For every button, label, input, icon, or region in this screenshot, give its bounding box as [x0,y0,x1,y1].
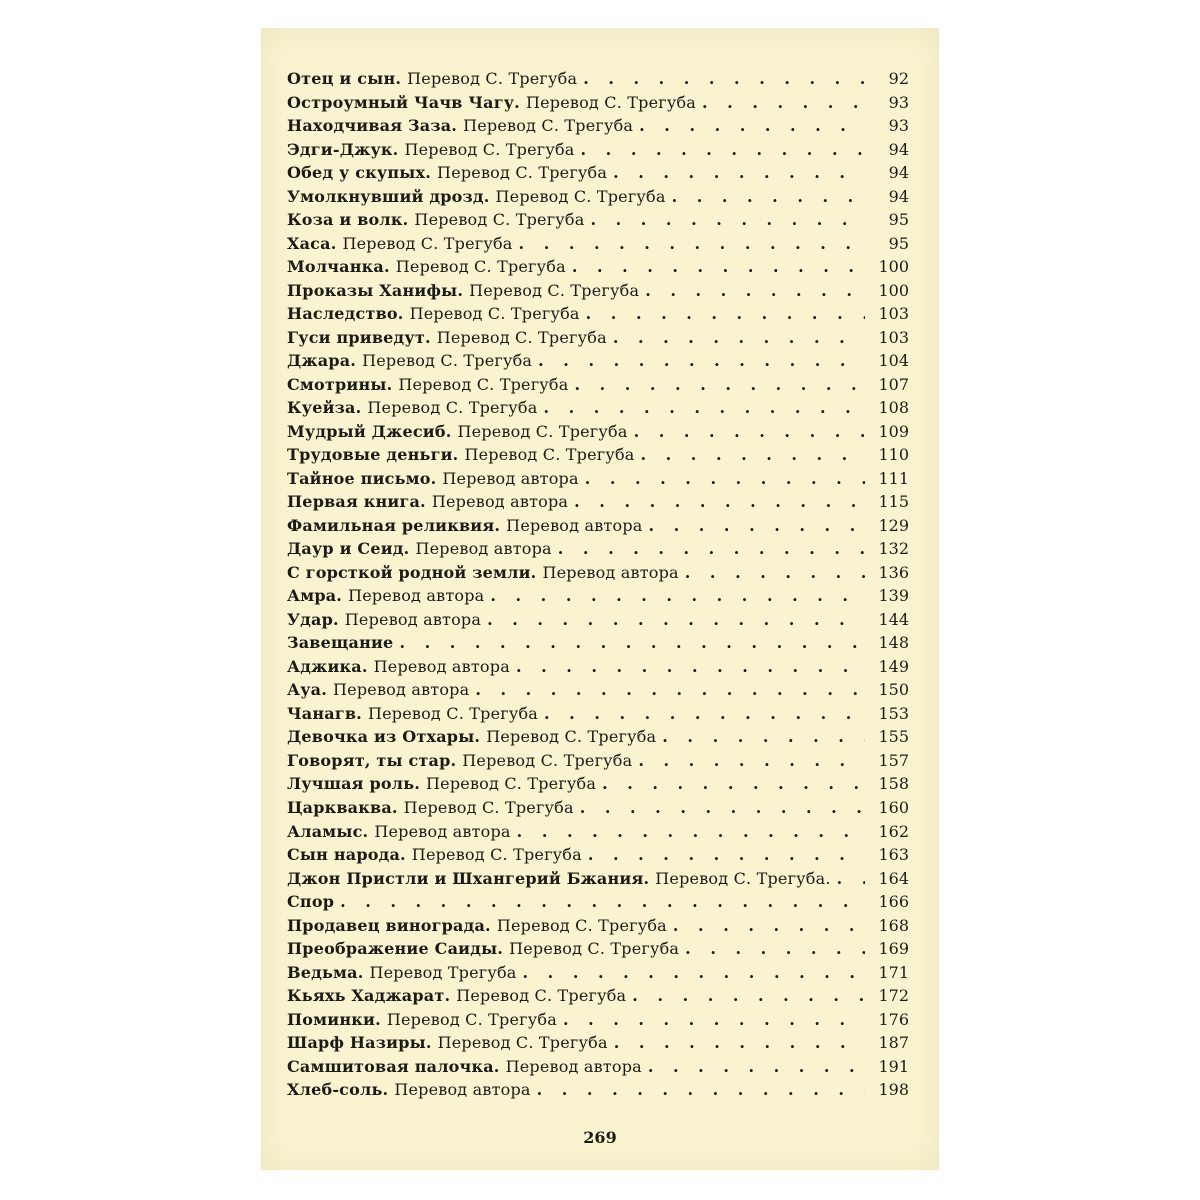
toc-entry [287,373,909,397]
entry-translator: Перевод С. Трегуба [437,163,608,183]
entry-page-number: 162 [878,821,909,841]
toc-entry [287,584,909,608]
toc-entry [287,467,909,491]
dot-leader [649,514,866,538]
entry-translator: Перевод автора [333,680,470,700]
toc-entry [287,255,909,279]
entry-title: Первая книга. [287,492,426,512]
entry-page-number: 136 [878,562,909,582]
entry-page-number: 176 [878,1009,909,1029]
entry-translator: Перевод автора [506,515,643,535]
dot-leader [558,537,865,561]
entry-title: Девочка из Отхары. [287,727,481,747]
toc-entry [287,302,909,326]
dot-leader [672,185,865,209]
entry-translator: Перевод автора [542,562,679,582]
toc-entry [287,91,909,115]
dot-leader [613,161,865,185]
entry-translator: Перевод С. Трегуба [469,280,640,300]
entry-translator: Перевод С. Трегуба [407,69,578,88]
entry-title: Джара. [287,351,357,371]
toc-entry [287,279,909,303]
entry-title: Хаса. [287,233,337,253]
toc-entry [287,631,909,655]
dot-leader [580,796,865,820]
entry-translator: Перевод С. Трегуба [525,92,697,112]
dot-leader [543,396,865,420]
entry-translator: Перевод С. Трегуба [342,233,513,253]
dot-leader [538,349,865,373]
entry-translator: Перевод С. Трегуба [426,774,597,794]
entry-page-number: 94 [888,163,909,183]
entry-translator: Перевод С. Трегуба [386,1009,557,1029]
toc-entry [287,114,909,138]
entry-translator: Перевод автора [394,1080,531,1100]
entry-title: Ведьма. [287,962,364,982]
dot-leader [487,608,865,632]
dot-leader [662,725,865,749]
dot-leader [523,961,865,985]
entry-translator: Перевод С. Трегуба [495,186,666,206]
entry-title: Аджика. [287,656,368,676]
dot-leader [641,443,865,467]
entry-translator: Перевод С. Трегуба [362,351,533,371]
dot-leader [639,114,865,138]
entry-title: Сын народа. [287,845,406,865]
dot-leader [585,467,865,491]
toc-entry [287,514,909,538]
entry-title: Мудрый Джесиб. [287,421,452,441]
dot-leader [614,1031,865,1055]
toc-entry [287,161,909,185]
entry-page-number: 158 [878,774,909,794]
dot-leader [586,302,865,326]
entry-page-number: 153 [878,703,909,723]
entry-page-number: 169 [878,939,909,959]
entry-translator: Перевод С. Трегуба [463,116,634,136]
entry-page-number: 139 [878,586,909,606]
toc-entry [287,867,909,891]
toc-entry [287,725,909,749]
entry-translator: Перевод С. Трегуба [367,703,539,723]
entry-title: Преображение Саиды. [287,939,504,959]
entry-title: Поминки. [287,1009,381,1029]
entry-translator: Перевод С. Трегуба [486,727,657,747]
entry-translator: Перевод автора [415,539,552,559]
dot-leader [648,1055,865,1079]
dot-leader [702,91,865,115]
dot-leader [563,1008,865,1032]
toc-entry [287,420,909,444]
entry-page-number: 109 [878,421,909,441]
toc-entry [287,772,909,796]
dot-leader [475,678,865,702]
entry-title: Чанагв. [287,703,362,723]
entry-translator: Перевод С. Трегуба [464,445,635,465]
entry-title: Фамильная реликвия. [287,515,501,535]
dot-leader [588,843,865,867]
entry-title: Наследство. [287,304,404,324]
toc-entry [287,702,909,726]
dot-leader [537,1078,865,1102]
toc-entry [287,984,909,1008]
entry-page-number: 100 [878,280,909,300]
entry-page-number: 94 [888,139,909,159]
entry-page-number: 104 [878,351,909,371]
entry-page-number: 94 [888,186,909,206]
entry-title: Остроумный Чачв Чагу. [287,92,520,112]
entry-title: Отец и сын. [287,69,402,88]
entry-page-number: 111 [878,468,909,488]
entry-title: Амра. [287,586,343,606]
toc-entry [287,678,909,702]
entry-translator: Перевод С. Трегуба. [655,868,831,888]
dot-leader [572,255,865,279]
toc-entry [287,1031,909,1055]
entry-translator: Перевод автора [505,1056,642,1076]
entry-translator: Перевод С. Трегуба [457,421,628,441]
entry-translator: Перевод автора [374,821,511,841]
toc-entry [287,608,909,632]
entry-translator: Перевод С. Трегуба [436,327,607,347]
entry-title: Аламыс. [287,821,369,841]
entry-translator: Перевод автора [348,586,485,606]
dot-leader [634,420,865,444]
toc-entry [287,232,909,256]
entry-translator: Перевод автора [431,492,569,512]
entry-title: Куейза. [287,398,362,418]
toc-entry [287,961,909,985]
entry-title: Лучшая роль. [287,774,421,794]
toc-entry [287,349,909,373]
entry-title: Шарф Назиры. [287,1033,432,1053]
entry-page-number: 163 [878,845,909,865]
entry-title: Джон Пристли и Шхангерий Бжания. [287,868,650,888]
entry-page-number: 148 [878,633,909,653]
table-of-contents [287,67,909,1102]
entry-page-number: 171 [878,962,909,982]
entry-title: Тайное письмо. [287,468,437,488]
dot-leader [519,232,865,256]
entry-page-number: 103 [878,327,909,347]
entry-translator: Перевод Трегуба [369,962,517,982]
toc-entry [287,655,909,679]
toc-entry [287,67,909,91]
toc-entry [287,443,909,467]
entry-page-number: 107 [878,374,909,394]
entry-title: Находчивая Заза. [287,116,458,136]
dot-leader [613,326,865,350]
dot-leader [685,937,865,961]
entry-title: Удар. [287,609,339,629]
entry-page-number: 168 [878,915,909,935]
toc-entry [287,138,909,162]
entry-translator: Перевод С. Трегуба [496,915,667,935]
entry-translator: Перевод С. Трегуба [409,304,580,324]
entry-translator: Перевод С. Трегуба [404,139,575,159]
entry-page-number: 129 [878,515,909,535]
dot-leader [602,772,865,796]
entry-translator: Перевод С. Трегуба [367,398,538,418]
entry-page-number: 115 [878,492,909,512]
toc-entry [287,820,909,844]
entry-page-number: 108 [878,398,909,418]
entry-translator: Перевод С. Трегуба [414,210,585,230]
toc-entry [287,843,909,867]
dot-leader [638,749,865,773]
dot-leader [673,914,865,938]
dot-leader [645,279,865,303]
entry-title: Продавец винограда. [287,915,491,935]
entry-page-number: 187 [878,1033,909,1053]
entry-page-number: 93 [888,92,909,112]
dot-leader [517,820,865,844]
dot-leader [399,631,865,655]
entry-page-number: 132 [878,539,909,559]
dot-leader [574,490,865,514]
dot-leader [340,890,865,914]
entry-page-number: 110 [878,445,909,465]
entry-page-number: 92 [888,69,909,88]
dot-leader [516,655,865,679]
toc-entry [287,937,909,961]
toc-entry [287,914,909,938]
entry-title: Смотрины. [287,374,393,394]
entry-title: Проказы Ханифы. [287,280,464,300]
toc-entry [287,561,909,585]
toc-entry [287,1078,909,1102]
entry-title: Завещание [287,633,394,653]
entry-translator: Перевод С. Трегуба [509,939,680,959]
entry-title: Эдги-Джук. [287,139,399,159]
entry-page-number: 164 [878,868,909,888]
dot-leader [574,373,865,397]
entry-page-number: 155 [878,727,909,747]
entry-title: Самшитовая палочка. [287,1056,500,1076]
entry-title: Молчанка. [287,257,390,277]
entry-page-number: 198 [878,1080,909,1100]
entry-translator: Перевод автора [373,656,510,676]
entry-page-number: 166 [878,892,909,912]
toc-entry [287,1055,909,1079]
toc-entry [287,185,909,209]
dot-leader [685,561,865,585]
toc-entry [287,890,909,914]
entry-title: Говорят, ты стар. [287,750,457,770]
entry-translator: Перевод С. Трегуба [411,845,582,865]
entry-title: Коза и волк. [287,210,409,230]
entry-translator: Перевод автора [344,609,482,629]
entry-page-number: 191 [878,1056,909,1076]
dot-leader [581,138,865,162]
entry-page-number: 149 [878,656,909,676]
entry-page-number: 144 [878,609,909,629]
dot-leader [544,702,865,726]
entry-title: Спор [287,892,335,912]
entry-title: Трудовые деньги. [287,445,459,465]
entry-title: Ауа. [287,680,328,700]
entry-translator: Перевод С. Трегуба [437,1033,608,1053]
toc-entry [287,796,909,820]
entry-translator: Перевод С. Трегуба [462,750,633,770]
entry-title: Хлеб-соль. [287,1080,389,1100]
entry-translator: Перевод С. Трегуба [398,374,569,394]
dot-leader [583,67,865,91]
toc-entry [287,1008,909,1032]
entry-title: Кьяхь Хаджарат. [287,986,451,1006]
toc-entry [287,537,909,561]
entry-page-number: 93 [888,116,909,136]
toc-entry [287,208,909,232]
entry-title: Даур и Сеид. [287,539,410,559]
entry-page-number: 95 [888,233,909,253]
entry-translator: Перевод автора [442,468,579,488]
toc-entry [287,326,909,350]
dot-leader [632,984,865,1008]
toc-entry [287,396,909,420]
entry-title: С горсткой родной земли. [287,562,537,582]
dot-leader [837,867,865,891]
entry-title: Царкваква. [287,797,398,817]
entry-title: Умолкнувший дрозд. [287,186,490,206]
dot-leader [490,584,865,608]
entry-page-number: 157 [878,750,909,770]
entry-page-number: 103 [878,304,909,324]
dot-leader [591,208,866,232]
page-number: 269 [583,1128,617,1147]
toc-entry [287,749,909,773]
entry-page-number: 172 [878,986,909,1006]
entry-title: Обед у скупых. [287,163,432,183]
entry-page-number: 150 [878,680,909,700]
entry-page-number: 160 [878,797,909,817]
entry-translator: Перевод С. Трегуба [403,797,574,817]
entry-title: Гуси приведут. [287,327,431,347]
toc-entry [287,490,909,514]
entry-page-number: 100 [878,257,909,277]
entry-translator: Перевод С. Трегуба [395,257,566,277]
entry-translator: Перевод С. Трегуба [456,986,627,1006]
entry-page-number: 95 [888,210,909,230]
